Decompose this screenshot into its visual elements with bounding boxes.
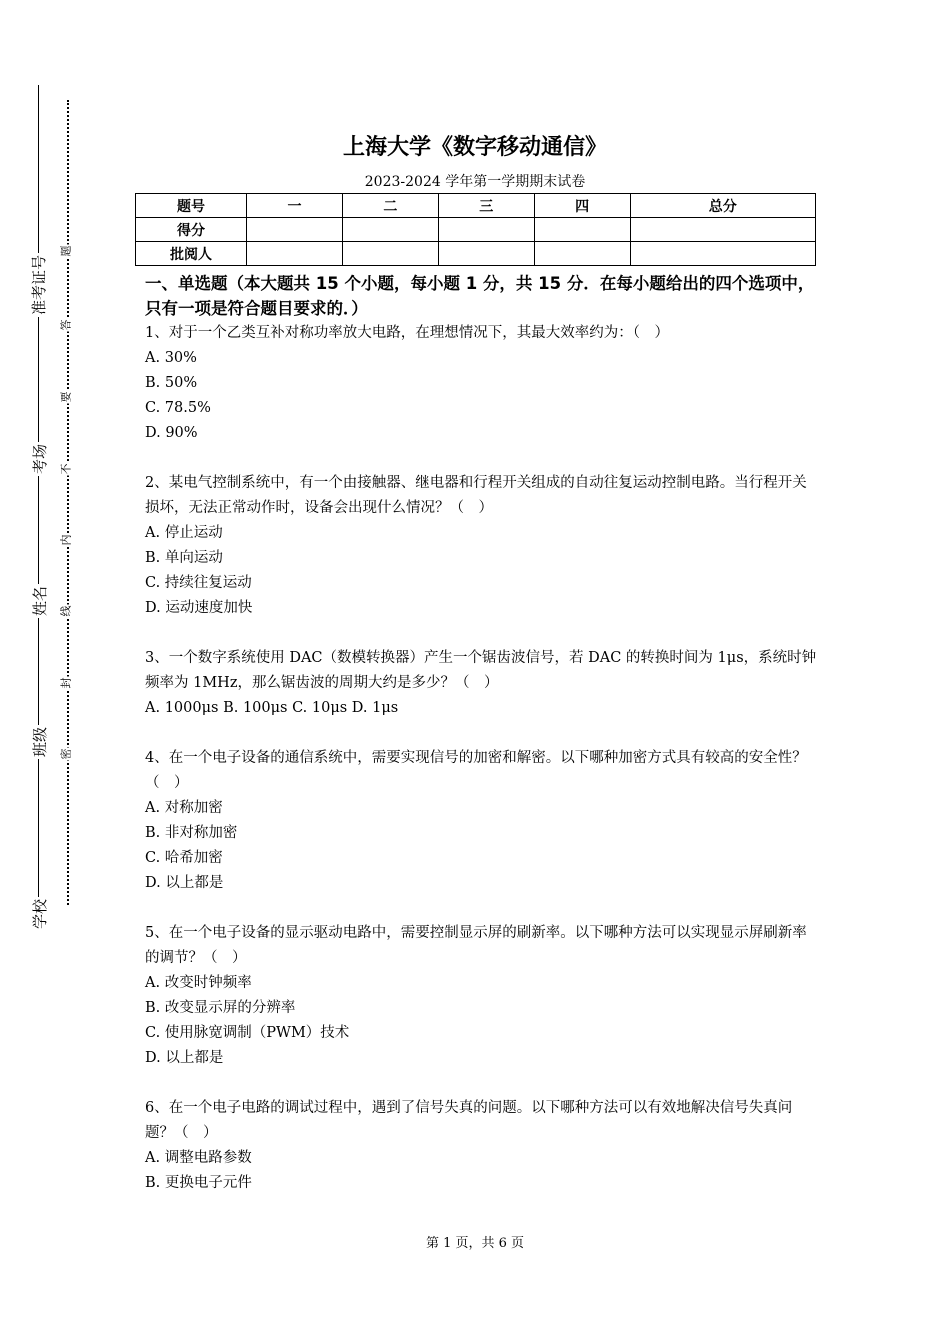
question-text: 6、在一个电子电路的调试过程中，遇到了信号失真的问题。以下哪种方法可以有效地解决信号失真问题？（ ）: [145, 1100, 793, 1141]
option-d: D. 运动速度加快: [145, 600, 253, 616]
score-cell[interactable]: [438, 218, 534, 242]
question-text: 1、对于一个乙类互补对称功率放大电路，在理想情况下，其最大效率约为：（ ）: [145, 325, 669, 341]
table-row: [136, 242, 816, 266]
option-a: A. 30%: [145, 350, 197, 366]
warning-char: 密: [59, 748, 73, 760]
score-cell[interactable]: [630, 218, 815, 242]
warning-char: 要: [59, 391, 73, 403]
option-d: D. 以上都是: [145, 875, 224, 891]
option-b: B. 改变显示屏的分辨率: [145, 1000, 296, 1016]
option-c: C. 哈希加密: [145, 850, 223, 866]
page-footer: 第 1 页，共 6 页: [425, 1236, 525, 1251]
option-d: D. 以上都是: [145, 1050, 224, 1066]
question-1: [145, 321, 817, 446]
question-text: 4、在一个电子设备的通信系统中，需要实现信号的加密和解密。以下哪种加密方式具有较高的安全性？（ ）: [145, 750, 807, 791]
column-header: 二: [342, 194, 438, 218]
column-header: 总分: [630, 194, 815, 218]
binding-margin: [0, 0, 90, 1344]
question-4: [145, 746, 817, 896]
option-b: B. 更换电子元件: [145, 1175, 252, 1191]
question-3: [145, 646, 817, 721]
exam-subtitle: 2023-2024 学年第一学期期末试卷: [364, 174, 586, 190]
section-heading: 一、单选题（本大题共 15 个小题，每小题 1 分，共 15 分．在每小题给出的四个选项中，只有一项是符合题目要求的．）: [145, 274, 815, 318]
score-table: [135, 193, 816, 266]
option-c: C. 持续往复运动: [145, 575, 252, 591]
option-b: B. 50%: [145, 375, 198, 391]
option-a: A. 对称加密: [145, 800, 223, 816]
grader-cell[interactable]: [438, 242, 534, 266]
score-cell[interactable]: [534, 218, 630, 242]
warning-char: 线: [59, 605, 73, 617]
option-d: D. 90%: [145, 425, 198, 441]
option-c: C. 78.5%: [145, 400, 211, 416]
table-row: [136, 218, 816, 242]
row-header: 批阅人: [136, 242, 247, 266]
option-a: A. 调整电路参数: [145, 1150, 252, 1166]
class-label: 班级: [31, 726, 50, 758]
score-cell[interactable]: [342, 218, 438, 242]
warning-char: 不: [59, 463, 73, 475]
column-header: 一: [247, 194, 343, 218]
exam-title: 上海大学《数字移动通信》: [342, 135, 607, 160]
question-text: 5、在一个电子设备的显示驱动电路中，需要控制显示屏的刷新率。以下哪种方法可以实现显示屏刷新率的调节？（ ）: [145, 925, 807, 966]
row-header: 得分: [136, 218, 247, 242]
score-cell[interactable]: [247, 218, 343, 242]
warning-char: 内: [59, 534, 73, 546]
question-list: [145, 321, 817, 1221]
binding-dotted-line: [67, 100, 69, 905]
options-inline: A. 1000μs B. 100μs C. 10μs D. 1μs: [145, 700, 399, 716]
row-header: 题号: [136, 194, 247, 218]
grader-cell[interactable]: [247, 242, 343, 266]
exam-id-label: 准考证号: [30, 254, 49, 316]
binding-solid-line: [38, 85, 39, 925]
table-row: [136, 194, 816, 218]
grader-cell[interactable]: [630, 242, 815, 266]
option-b: B. 非对称加密: [145, 825, 238, 841]
column-header: 三: [438, 194, 534, 218]
school-label: 学校: [31, 898, 50, 930]
column-header: 四: [534, 194, 630, 218]
grader-cell[interactable]: [342, 242, 438, 266]
question-5: [145, 921, 817, 1071]
option-a: A. 停止运动: [145, 525, 223, 541]
question-2: [145, 471, 817, 621]
warning-char: 题: [59, 245, 73, 257]
name-label: 姓名: [31, 585, 50, 617]
option-c: C. 使用脉宽调制（PWM）技术: [145, 1025, 350, 1041]
exam-room-label: 考场: [31, 443, 50, 475]
option-a: A. 改变时钟频率: [145, 975, 252, 991]
question-text: 3、一个数字系统使用 DAC（数模转换器）产生一个锯齿波信号，若 DAC 的转换时间为 1μs，系统时钟频率为 1MHz，那么锯齿波的周期大约是多少？（ ）: [145, 650, 817, 691]
warning-char: 封: [59, 677, 73, 689]
question-text: 2、某电气控制系统中，有一个由接触器、继电器和行程开关组成的自动往复运动控制电路。当行程开关损坏，无法正常动作时，设备会出现什么情况？（ ）: [145, 475, 807, 516]
grader-cell[interactable]: [534, 242, 630, 266]
question-6: [145, 1096, 817, 1196]
warning-char: 答: [59, 319, 73, 331]
option-b: B. 单向运动: [145, 550, 223, 566]
